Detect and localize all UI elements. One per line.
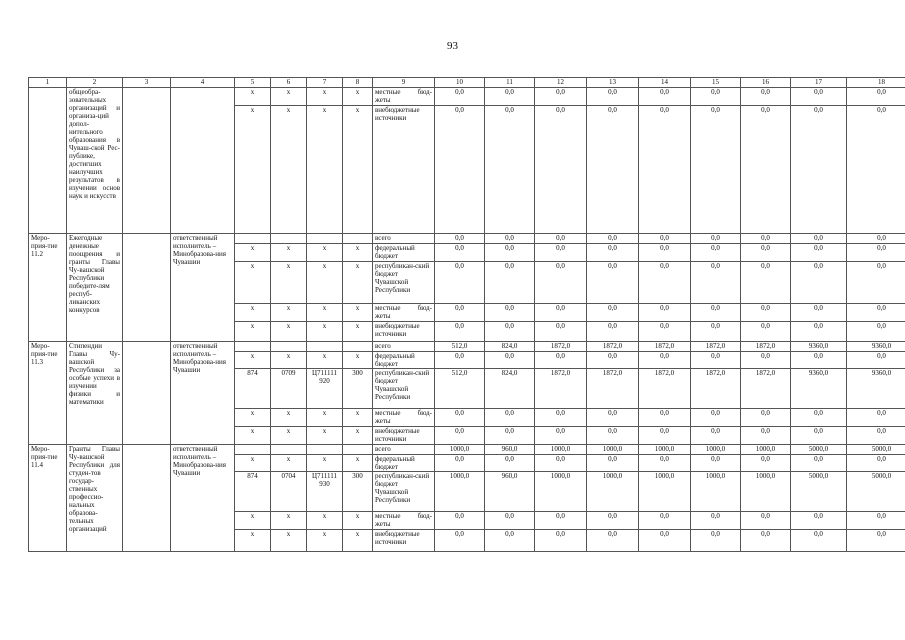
value-cell: 0,0 xyxy=(535,88,587,106)
value-cell: 0,0 xyxy=(535,234,587,244)
value-cell: 0,0 xyxy=(847,88,905,106)
value-cell: 0,0 xyxy=(741,427,791,445)
code-cell-c6: x xyxy=(271,304,307,322)
value-cell: 1872,0 xyxy=(639,342,691,352)
code-cell-c5 xyxy=(235,234,271,244)
code-cell-c6: x xyxy=(271,512,307,530)
column-number-12: 12 xyxy=(535,78,587,88)
value-cell: 1000,0 xyxy=(691,472,741,512)
code-cell-c7: Ц711111 930 xyxy=(307,472,343,512)
value-cell: 0,0 xyxy=(639,88,691,106)
code-cell-c5: x xyxy=(235,262,271,304)
value-cell: 1000,0 xyxy=(639,445,691,455)
code-cell-c7: x xyxy=(307,322,343,342)
value-cell: 0,0 xyxy=(741,352,791,369)
code-cell-c8: x xyxy=(343,512,373,530)
value-cell: 1000,0 xyxy=(435,445,485,455)
code-cell-c7: x xyxy=(307,530,343,552)
value-cell: 0,0 xyxy=(639,352,691,369)
value-cell: 0,0 xyxy=(639,409,691,427)
value-cell: 0,0 xyxy=(791,352,847,369)
code-cell-c5: 874 xyxy=(235,472,271,512)
value-cell: 0,0 xyxy=(435,530,485,552)
code-cell-c6: x xyxy=(271,409,307,427)
code-cell-c8: x xyxy=(343,244,373,262)
code-cell-c7 xyxy=(307,342,343,352)
funding-source: республикан-ский бюджет Чувашской Республики xyxy=(373,472,435,512)
table-row xyxy=(29,88,905,106)
value-cell: 0,0 xyxy=(587,322,639,342)
value-cell: 0,0 xyxy=(691,234,741,244)
code-cell-c8: x xyxy=(343,530,373,552)
code-cell-c7: x xyxy=(307,304,343,322)
funding-source: всего xyxy=(373,342,435,352)
event-executor: ответственный исполнитель – Минобразова-ния Чувашии xyxy=(171,445,235,552)
code-cell-c5: x xyxy=(235,512,271,530)
column-number-1: 1 xyxy=(29,78,67,88)
code-cell-c6: x xyxy=(271,88,307,106)
value-cell: 0,0 xyxy=(435,455,485,472)
code-cell-c6: x xyxy=(271,427,307,445)
value-cell: 0,0 xyxy=(639,234,691,244)
code-cell-c8: x xyxy=(343,409,373,427)
value-cell: 0,0 xyxy=(791,530,847,552)
value-cell: 0,0 xyxy=(639,244,691,262)
value-cell: 0,0 xyxy=(587,88,639,106)
code-cell-c6 xyxy=(271,445,307,455)
value-cell: 0,0 xyxy=(535,512,587,530)
column-3-empty xyxy=(123,234,171,342)
value-cell: 1872,0 xyxy=(741,369,791,409)
value-cell: 960,0 xyxy=(485,445,535,455)
value-cell: 0,0 xyxy=(485,234,535,244)
code-cell-c5: x xyxy=(235,455,271,472)
value-cell: 0,0 xyxy=(535,244,587,262)
value-cell: 5000,0 xyxy=(791,472,847,512)
value-cell: 1872,0 xyxy=(691,369,741,409)
value-cell: 5000,0 xyxy=(847,472,905,512)
value-cell: 0,0 xyxy=(847,352,905,369)
value-cell: 1000,0 xyxy=(535,472,587,512)
value-cell: 9360,0 xyxy=(791,342,847,352)
code-cell-c8: x xyxy=(343,352,373,369)
funding-source: местные бюд-жеты xyxy=(373,88,435,106)
value-cell: 0,0 xyxy=(847,234,905,244)
value-cell: 0,0 xyxy=(741,512,791,530)
value-cell: 1872,0 xyxy=(587,342,639,352)
code-cell-c8: x xyxy=(343,304,373,322)
value-cell: 0,0 xyxy=(741,530,791,552)
column-number-10: 10 xyxy=(435,78,485,88)
value-cell: 0,0 xyxy=(639,427,691,445)
value-cell: 512,0 xyxy=(435,342,485,352)
value-cell: 0,0 xyxy=(691,512,741,530)
value-cell: 0,0 xyxy=(847,244,905,262)
value-cell: 0,0 xyxy=(485,409,535,427)
value-cell: 0,0 xyxy=(847,262,905,304)
column-number-18: 18 xyxy=(847,78,905,88)
value-cell: 5000,0 xyxy=(791,445,847,455)
value-cell: 0,0 xyxy=(485,427,535,445)
value-cell: 0,0 xyxy=(435,512,485,530)
funding-source: внебюджетные источники xyxy=(373,106,435,234)
column-number-6: 6 xyxy=(271,78,307,88)
column-number-9: 9 xyxy=(373,78,435,88)
value-cell: 1000,0 xyxy=(587,472,639,512)
event-name: Гранты Главы Чу-вашской Республики для студен-тов государ-ственных профессио-нальных образова-тельных организаций xyxy=(67,445,123,552)
value-cell: 0,0 xyxy=(485,262,535,304)
value-cell: 0,0 xyxy=(691,530,741,552)
page-number: 93 xyxy=(447,40,458,52)
code-cell-c5: x xyxy=(235,304,271,322)
value-cell: 0,0 xyxy=(741,88,791,106)
value-cell: 0,0 xyxy=(435,304,485,322)
value-cell: 1000,0 xyxy=(639,472,691,512)
value-cell: 0,0 xyxy=(435,262,485,304)
event-label: Меро-прия-тие 11.3 xyxy=(29,342,67,445)
code-cell-c5: x xyxy=(235,244,271,262)
value-cell: 0,0 xyxy=(741,262,791,304)
value-cell: 0,0 xyxy=(535,409,587,427)
funding-source: всего xyxy=(373,234,435,244)
value-cell: 824,0 xyxy=(485,342,535,352)
value-cell: 0,0 xyxy=(691,322,741,342)
code-cell-c6: x xyxy=(271,530,307,552)
value-cell: 0,0 xyxy=(639,262,691,304)
value-cell: 0,0 xyxy=(435,106,485,234)
value-cell: 512,0 xyxy=(435,369,485,409)
code-cell-c5: x xyxy=(235,530,271,552)
code-cell-c5: x xyxy=(235,352,271,369)
code-cell-c7 xyxy=(307,234,343,244)
value-cell: 0,0 xyxy=(587,244,639,262)
value-cell: 0,0 xyxy=(791,88,847,106)
value-cell: 0,0 xyxy=(587,530,639,552)
value-cell: 0,0 xyxy=(791,262,847,304)
code-cell-c8 xyxy=(343,234,373,244)
value-cell: 0,0 xyxy=(847,455,905,472)
table-body xyxy=(29,88,905,552)
value-cell: 0,0 xyxy=(639,322,691,342)
value-cell: 0,0 xyxy=(741,234,791,244)
column-number-15: 15 xyxy=(691,78,741,88)
code-cell-c7: x xyxy=(307,244,343,262)
table-row xyxy=(29,445,905,455)
code-cell-c7: x xyxy=(307,88,343,106)
code-cell-c5: x xyxy=(235,427,271,445)
table-header xyxy=(29,78,905,88)
value-cell: 0,0 xyxy=(435,409,485,427)
column-3-empty xyxy=(123,342,171,445)
value-cell: 0,0 xyxy=(847,409,905,427)
code-cell-c6: 0704 xyxy=(271,472,307,512)
column-number-4: 4 xyxy=(171,78,235,88)
value-cell: 1872,0 xyxy=(741,342,791,352)
event-name: общеобра-зовательных организаций и организа-ций допол-нительного образования в Чуваш-ской Рес-публике, достигших наилучших результатов в изучении основ наук и искусств xyxy=(67,88,123,234)
value-cell: 0,0 xyxy=(741,244,791,262)
code-cell-c6: x xyxy=(271,455,307,472)
funding-source: федеральный бюджет xyxy=(373,455,435,472)
code-cell-c8: 300 xyxy=(343,369,373,409)
value-cell: 0,0 xyxy=(587,106,639,234)
value-cell: 1872,0 xyxy=(535,369,587,409)
column-number-11: 11 xyxy=(485,78,535,88)
code-cell-c8: x xyxy=(343,322,373,342)
value-cell: 0,0 xyxy=(587,455,639,472)
table-row xyxy=(29,234,905,244)
code-cell-c8: x xyxy=(343,262,373,304)
value-cell: 0,0 xyxy=(485,512,535,530)
event-label: Меро-прия-тие 11.4 xyxy=(29,445,67,552)
value-cell: 0,0 xyxy=(691,88,741,106)
value-cell: 0,0 xyxy=(639,455,691,472)
value-cell: 0,0 xyxy=(587,427,639,445)
budget-table xyxy=(28,77,905,552)
value-cell: 0,0 xyxy=(691,455,741,472)
column-3-empty xyxy=(123,88,171,234)
code-cell-c7: x xyxy=(307,409,343,427)
funding-source: внебюджетные источники xyxy=(373,427,435,445)
value-cell: 0,0 xyxy=(847,512,905,530)
value-cell: 0,0 xyxy=(639,512,691,530)
column-number-7: 7 xyxy=(307,78,343,88)
code-cell-c8 xyxy=(343,445,373,455)
column-number-3: 3 xyxy=(123,78,171,88)
value-cell: 0,0 xyxy=(535,262,587,304)
value-cell: 0,0 xyxy=(791,409,847,427)
value-cell: 0,0 xyxy=(535,455,587,472)
value-cell: 0,0 xyxy=(535,427,587,445)
funding-source: всего xyxy=(373,445,435,455)
column-number-17: 17 xyxy=(791,78,847,88)
value-cell: 0,0 xyxy=(791,234,847,244)
value-cell: 0,0 xyxy=(847,530,905,552)
value-cell: 0,0 xyxy=(587,352,639,369)
value-cell: 0,0 xyxy=(791,512,847,530)
event-name: Стипендии Главы Чу-вашской Республики за особые успехи в изучении физики и математики xyxy=(67,342,123,445)
code-cell-c6: x xyxy=(271,244,307,262)
value-cell: 0,0 xyxy=(639,106,691,234)
value-cell: 0,0 xyxy=(741,106,791,234)
code-cell-c6: x xyxy=(271,352,307,369)
code-cell-c7: x xyxy=(307,352,343,369)
value-cell: 0,0 xyxy=(791,322,847,342)
value-cell: 0,0 xyxy=(535,352,587,369)
code-cell-c5 xyxy=(235,342,271,352)
value-cell: 0,0 xyxy=(435,352,485,369)
value-cell: 1000,0 xyxy=(691,445,741,455)
funding-source: внебюджетные источники xyxy=(373,322,435,342)
value-cell: 0,0 xyxy=(791,455,847,472)
funding-source: республикан-ский бюджет Чувашской Республики xyxy=(373,369,435,409)
value-cell: 0,0 xyxy=(485,322,535,342)
value-cell: 0,0 xyxy=(791,427,847,445)
value-cell: 1872,0 xyxy=(639,369,691,409)
value-cell: 0,0 xyxy=(435,88,485,106)
value-cell: 5000,0 xyxy=(847,445,905,455)
code-cell-c8: 300 xyxy=(343,472,373,512)
code-cell-c6: x xyxy=(271,262,307,304)
value-cell: 0,0 xyxy=(435,322,485,342)
column-3-empty xyxy=(123,445,171,552)
value-cell: 0,0 xyxy=(691,304,741,322)
value-cell: 0,0 xyxy=(587,304,639,322)
code-cell-c8: x xyxy=(343,88,373,106)
code-cell-c5: x xyxy=(235,106,271,234)
funding-source: местные бюд-жеты xyxy=(373,512,435,530)
value-cell: 0,0 xyxy=(691,427,741,445)
event-name: Ежегодные денежные поощрения и гранты Главы Чу-вашской Республики победите-лям респуб-ликанских конкурсов xyxy=(67,234,123,342)
code-cell-c7: x xyxy=(307,455,343,472)
value-cell: 0,0 xyxy=(847,322,905,342)
code-cell-c5 xyxy=(235,445,271,455)
value-cell: 960,0 xyxy=(485,472,535,512)
code-cell-c7: Ц711111 920 xyxy=(307,369,343,409)
value-cell: 0,0 xyxy=(535,322,587,342)
value-cell: 0,0 xyxy=(741,322,791,342)
value-cell: 1872,0 xyxy=(691,342,741,352)
code-cell-c5: 874 xyxy=(235,369,271,409)
event-executor: ответственный исполнитель – Минобразова-ния Чувашии xyxy=(171,342,235,445)
value-cell: 0,0 xyxy=(741,304,791,322)
value-cell: 0,0 xyxy=(639,304,691,322)
value-cell: 0,0 xyxy=(741,455,791,472)
value-cell: 0,0 xyxy=(847,427,905,445)
value-cell: 0,0 xyxy=(791,244,847,262)
value-cell: 0,0 xyxy=(535,106,587,234)
value-cell: 0,0 xyxy=(639,530,691,552)
executor-empty xyxy=(171,88,235,234)
code-cell-c8: x xyxy=(343,427,373,445)
value-cell: 0,0 xyxy=(847,106,905,234)
value-cell: 0,0 xyxy=(485,244,535,262)
value-cell: 1000,0 xyxy=(587,445,639,455)
code-cell-c7: x xyxy=(307,512,343,530)
code-cell-c8 xyxy=(343,342,373,352)
code-cell-c6 xyxy=(271,234,307,244)
code-cell-c6: 0709 xyxy=(271,369,307,409)
value-cell: 0,0 xyxy=(587,409,639,427)
value-cell: 9360,0 xyxy=(847,342,905,352)
event-label: Меро-прия-тие 11.2 xyxy=(29,234,67,342)
code-cell-c6 xyxy=(271,342,307,352)
column-number-5: 5 xyxy=(235,78,271,88)
value-cell: 9360,0 xyxy=(791,369,847,409)
funding-source: местные бюд-жеты xyxy=(373,304,435,322)
code-cell-c7 xyxy=(307,445,343,455)
value-cell: 0,0 xyxy=(435,427,485,445)
value-cell: 0,0 xyxy=(691,409,741,427)
value-cell: 0,0 xyxy=(691,244,741,262)
funding-source: федеральный бюджет xyxy=(373,352,435,369)
value-cell: 1872,0 xyxy=(535,342,587,352)
event-label-empty xyxy=(29,88,67,234)
table-row xyxy=(29,342,905,352)
value-cell: 0,0 xyxy=(435,244,485,262)
value-cell: 824,0 xyxy=(485,369,535,409)
column-number-16: 16 xyxy=(741,78,791,88)
code-cell-c7: x xyxy=(307,262,343,304)
code-cell-c6: x xyxy=(271,322,307,342)
value-cell: 1000,0 xyxy=(741,445,791,455)
column-number-2: 2 xyxy=(67,78,123,88)
value-cell: 0,0 xyxy=(435,234,485,244)
value-cell: 0,0 xyxy=(791,106,847,234)
column-number-14: 14 xyxy=(639,78,691,88)
value-cell: 0,0 xyxy=(791,304,847,322)
funding-source: республикан-ский бюджет Чувашской Республики xyxy=(373,262,435,304)
value-cell: 0,0 xyxy=(485,106,535,234)
code-cell-c5: x xyxy=(235,409,271,427)
value-cell: 0,0 xyxy=(691,352,741,369)
value-cell: 0,0 xyxy=(485,352,535,369)
value-cell: 1000,0 xyxy=(435,472,485,512)
value-cell: 0,0 xyxy=(535,530,587,552)
value-cell: 9360,0 xyxy=(847,369,905,409)
value-cell: 1000,0 xyxy=(535,445,587,455)
value-cell: 1872,0 xyxy=(587,369,639,409)
value-cell: 0,0 xyxy=(485,304,535,322)
funding-source: местные бюд-жеты xyxy=(373,409,435,427)
value-cell: 0,0 xyxy=(741,409,791,427)
value-cell: 1000,0 xyxy=(741,472,791,512)
value-cell: 0,0 xyxy=(587,234,639,244)
value-cell: 0,0 xyxy=(485,455,535,472)
code-cell-c7: x xyxy=(307,106,343,234)
value-cell: 0,0 xyxy=(587,262,639,304)
event-executor: ответственный исполнитель – Минобразова-ния Чувашии xyxy=(171,234,235,342)
code-cell-c8: x xyxy=(343,455,373,472)
value-cell: 0,0 xyxy=(691,106,741,234)
value-cell: 0,0 xyxy=(485,88,535,106)
code-cell-c6: x xyxy=(271,106,307,234)
code-cell-c5: x xyxy=(235,322,271,342)
code-cell-c7: x xyxy=(307,427,343,445)
code-cell-c8: x xyxy=(343,106,373,234)
value-cell: 0,0 xyxy=(691,262,741,304)
value-cell: 0,0 xyxy=(485,530,535,552)
value-cell: 0,0 xyxy=(535,304,587,322)
funding-source: федеральный бюджет xyxy=(373,244,435,262)
funding-source: внебюджетные источники xyxy=(373,530,435,552)
value-cell: 0,0 xyxy=(847,304,905,322)
column-number-13: 13 xyxy=(587,78,639,88)
column-number-8: 8 xyxy=(343,78,373,88)
code-cell-c5: x xyxy=(235,88,271,106)
value-cell: 0,0 xyxy=(587,512,639,530)
